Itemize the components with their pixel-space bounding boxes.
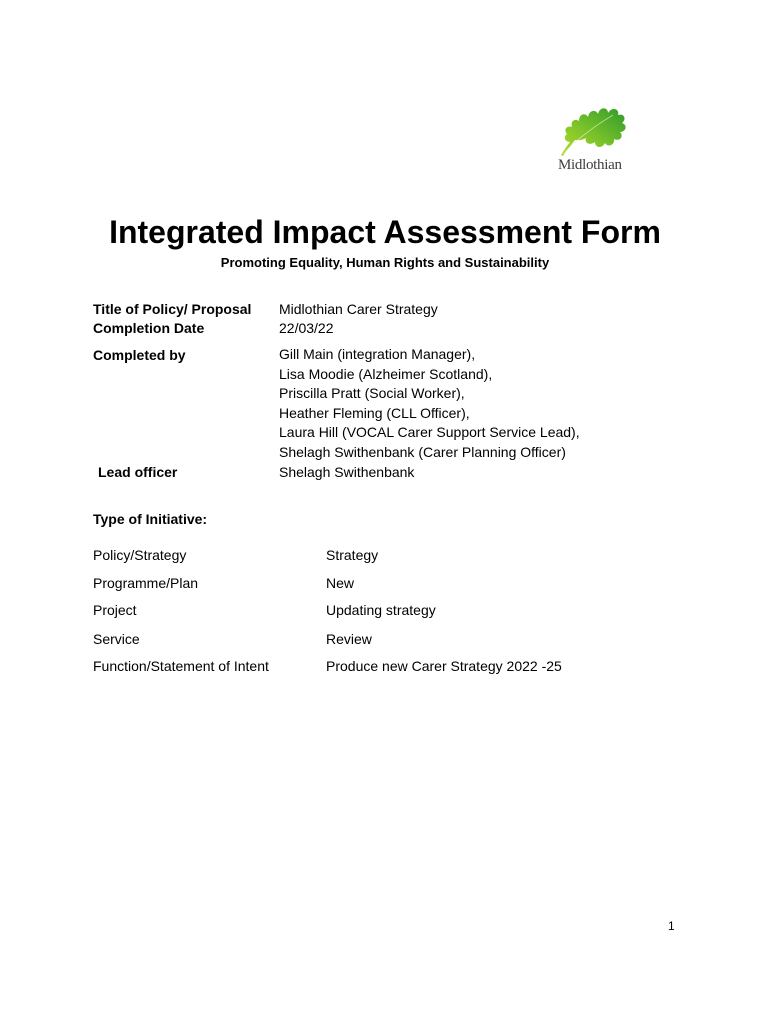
policy-title-value: Midlothian Carer Strategy: [279, 301, 438, 317]
completed-by-item: Laura Hill (VOCAL Carer Support Service Lead),: [279, 424, 580, 441]
lead-officer-label: Lead officer: [98, 464, 178, 480]
completed-by-label: Completed by: [93, 347, 186, 363]
page-title: Integrated Impact Assessment Form: [109, 214, 661, 250]
initiative-row-value: Produce new Carer Strategy 2022 -25: [326, 658, 562, 674]
initiative-row-label: Project: [93, 602, 137, 618]
initiative-row-label: Programme/Plan: [93, 575, 199, 591]
initiative-row-value: New: [326, 575, 355, 591]
completion-date-value: 22/03/22: [279, 320, 334, 336]
midlothian-logo: [555, 95, 633, 177]
initiative-row: [0, 545, 770, 565]
initiative-row-label: Function/Statement of Intent: [93, 658, 269, 674]
policy-title-label: Title of Policy/ Proposal: [93, 301, 252, 317]
completed-by-item: Heather Fleming (CLL Officer),: [279, 404, 470, 421]
logo-wordmark: Midlothian: [558, 157, 622, 173]
completion-date-label: Completion Date: [93, 320, 205, 336]
completed-by-item: Lisa Moodie (Alzheimer Scotland),: [279, 365, 493, 382]
initiative-row-value: Updating strategy: [326, 602, 436, 618]
completed-by-list: [279, 345, 580, 463]
initiative-row: [0, 573, 770, 593]
completed-by-item: Gill Main (integration Manager),: [279, 346, 476, 362]
page-subtitle: Promoting Equality, Human Rights and Sustainability: [220, 255, 550, 270]
initiative-row: [0, 600, 770, 620]
initiative-row-label: Policy/Strategy: [93, 547, 187, 563]
page-number: 1: [668, 919, 675, 933]
initiative-row-label: Service: [93, 631, 140, 647]
initiative-row-value: Review: [326, 631, 372, 647]
completed-by-item: Priscilla Pratt (Social Worker),: [279, 385, 465, 402]
initiative-row-value: Strategy: [326, 547, 379, 563]
oak-leaf-icon: [555, 95, 633, 157]
lead-officer-value: Shelagh Swithenbank: [279, 464, 415, 480]
initiative-row: [0, 656, 770, 676]
initiative-row: [0, 629, 770, 649]
initiative-heading: Type of Initiative:: [93, 511, 208, 527]
completed-by-item: Shelagh Swithenbank (Carer Planning Officer): [279, 443, 566, 460]
